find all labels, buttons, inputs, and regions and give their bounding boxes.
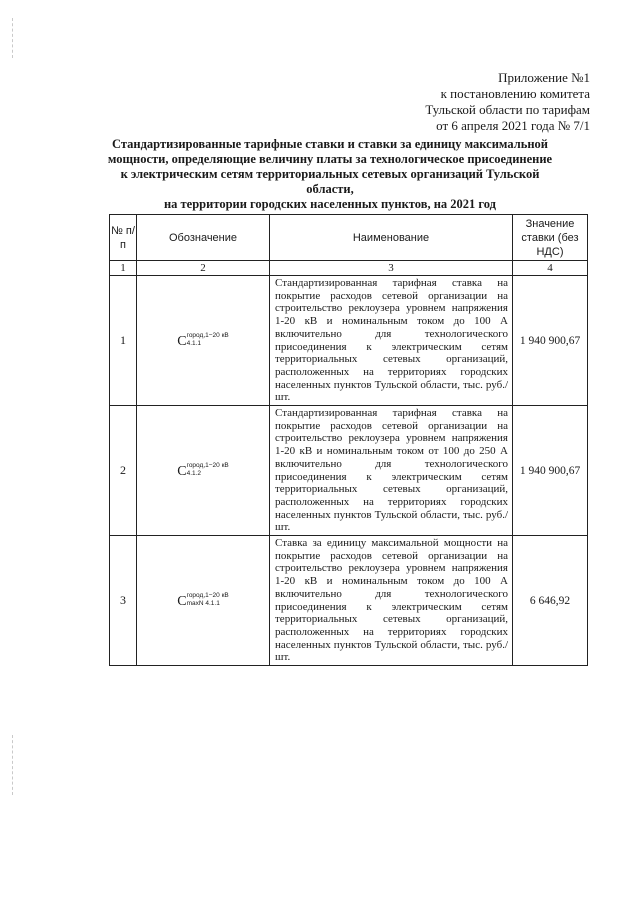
symbol-superscript: город,1−20 кВ bbox=[186, 592, 229, 600]
symbol-subscript: 4.1.2 bbox=[186, 470, 202, 478]
table-row bbox=[110, 406, 588, 536]
scan-margin-mark bbox=[12, 18, 14, 58]
symbol-subscript: maxN 4.1.1 bbox=[186, 600, 220, 608]
title-line-4: на территории городских населенных пунктов, на 2021 год bbox=[163, 197, 497, 211]
symbol-main: C bbox=[177, 463, 187, 479]
row-number: 3 bbox=[110, 536, 137, 666]
col-number: 4 bbox=[513, 261, 588, 276]
rate-description: Ставка за единицу максимальной мощности на покрытие расходов сетевой организации на строительство реклоузера уровнем напряжения 1-20 кВ и номинальным током до 100 А включительно для технологического присоединения к электрическим сетям территориальных сетевых организаций, расположенных на территориях городских населенных пунктов Тульской области, тыс. руб./шт. bbox=[270, 536, 513, 666]
header-value: Значение ставки (без НДС) bbox=[513, 215, 588, 261]
table-row bbox=[110, 276, 588, 406]
symbol-subscript: 4.1.1 bbox=[186, 340, 202, 348]
rate-symbol bbox=[137, 276, 270, 406]
header-no: № п/п bbox=[110, 215, 137, 261]
appendix-line-3: Тульской области по тарифам bbox=[425, 102, 590, 117]
symbol-superscript: город,1−20 кВ bbox=[186, 332, 229, 340]
title-line-2: мощности, определяющие величину платы за технологическое присоединение bbox=[107, 152, 553, 166]
rate-value: 6 646,92 bbox=[513, 536, 588, 666]
appendix-line-4: от 6 апреля 2021 года № 7/1 bbox=[436, 118, 590, 133]
document-title bbox=[100, 137, 560, 212]
rate-description: Стандартизированная тарифная ставка на покрытие расходов сетевой организации на строительство реклоузера уровнем напряжения 1-20 кВ и номинальным током от 100 до 250 А включительно для технологического присоединения к электрическим сетям территориальных сетевых организаций, расположенных на территориях городских населенных пунктов Тульской области, тыс. руб./шт. bbox=[270, 406, 513, 536]
col-number: 3 bbox=[270, 261, 513, 276]
symbol-superscript: город,1−20 кВ bbox=[186, 462, 229, 470]
table-row bbox=[110, 536, 588, 666]
rate-description: Стандартизированная тарифная ставка на покрытие расходов сетевой организации на строительство реклоузера уровнем напряжения 1-20 кВ и номинальным током до 100 А включительно для технологического присоединения к электрическим сетям территориальных сетевых организаций, расположенных на территориях городских населенных пунктов Тульской области, тыс. руб./шт. bbox=[270, 276, 513, 406]
rate-value: 1 940 900,67 bbox=[513, 276, 588, 406]
header-symbol: Обозначение bbox=[137, 215, 270, 261]
symbol-main: C bbox=[177, 333, 187, 349]
title-line-1: Стандартизированные тарифные ставки и ставки за единицу максимальной bbox=[112, 137, 548, 151]
rate-symbol bbox=[137, 406, 270, 536]
appendix-line-1: Приложение №1 bbox=[498, 70, 590, 85]
col-number: 1 bbox=[110, 261, 137, 276]
symbol-main: C bbox=[177, 593, 187, 609]
rate-symbol bbox=[137, 536, 270, 666]
appendix-line-2: к постановлению комитета bbox=[440, 86, 590, 101]
header-name: Наименование bbox=[270, 215, 513, 261]
column-number-row bbox=[110, 261, 588, 276]
title-line-3: к электрическим сетям территориальных сетевых организаций Тульской области, bbox=[120, 167, 540, 196]
rate-value: 1 940 900,67 bbox=[513, 406, 588, 536]
row-number: 2 bbox=[110, 406, 137, 536]
scan-margin-mark-lower bbox=[12, 735, 14, 795]
tariff-table bbox=[109, 214, 588, 666]
table-header-row bbox=[110, 215, 588, 261]
appendix-header bbox=[425, 70, 590, 134]
col-number: 2 bbox=[137, 261, 270, 276]
row-number: 1 bbox=[110, 276, 137, 406]
